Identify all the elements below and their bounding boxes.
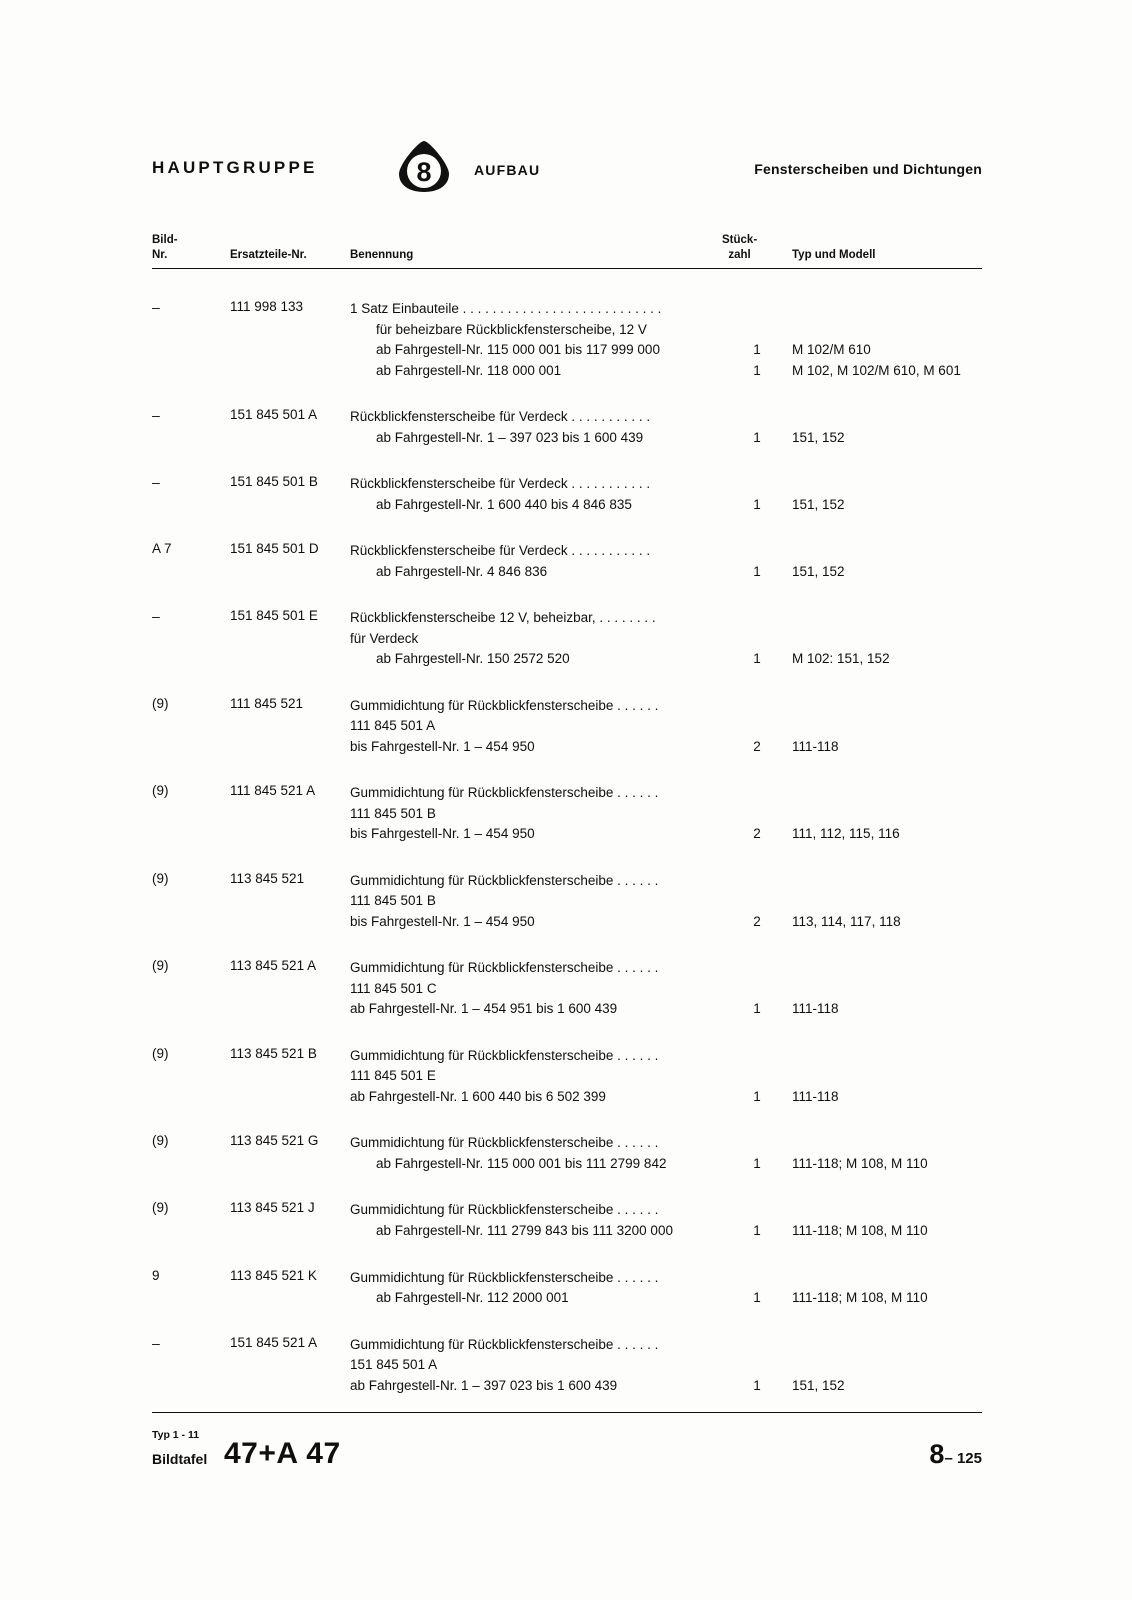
row-spacer bbox=[152, 448, 982, 474]
cell-ersatzteile-nr: 151 845 501 E bbox=[230, 608, 318, 624]
cell-benennung bbox=[350, 407, 722, 448]
table-row bbox=[152, 1268, 982, 1309]
stueckzahl-line: 1 bbox=[753, 1222, 761, 1238]
row-spacer-cell bbox=[152, 381, 982, 407]
cell-typ-modell bbox=[792, 696, 982, 758]
benennung-line: ab Fahrgestell-Nr. 1 600 440 bis 4 846 835 bbox=[376, 496, 632, 512]
benennung-line: ab Fahrgestell-Nr. 1 – 397 023 bis 1 600 439 bbox=[350, 1377, 618, 1393]
cell-typ-modell bbox=[792, 783, 982, 845]
table-row bbox=[152, 1335, 982, 1397]
benennung-line: 151 845 501 A bbox=[350, 1357, 438, 1373]
stueckzahl-line bbox=[722, 1268, 792, 1289]
benennung-line: Rückblickfensterscheibe für Verdeck . . . . . . . . . . . bbox=[350, 409, 651, 425]
cell-stueckzahl bbox=[722, 1133, 792, 1174]
table-row bbox=[152, 474, 982, 515]
typ-line: 111-118; M 108, M 110 bbox=[792, 1222, 928, 1238]
typ-line bbox=[792, 629, 982, 650]
typ-line: 111, 112, 115, 116 bbox=[792, 826, 900, 842]
typ-line bbox=[792, 1355, 982, 1376]
row-spacer-cell bbox=[152, 1020, 982, 1046]
row-spacer-cell bbox=[152, 1309, 982, 1335]
column-head-bild-line2: Nr. bbox=[152, 248, 168, 261]
cell-ersatzteile-nr: 111 845 521 bbox=[230, 695, 304, 711]
cell-ersatzteile-nr: 113 845 521 A bbox=[230, 958, 317, 974]
cell-stueckzahl bbox=[722, 474, 792, 515]
page-content bbox=[152, 140, 982, 1396]
cell-ersatzteile-nr: 111 845 521 A bbox=[230, 783, 316, 799]
cell-typ-modell bbox=[792, 1268, 982, 1309]
stueckzahl-line bbox=[722, 541, 792, 562]
parts-table bbox=[152, 299, 982, 1396]
stueckzahl-line bbox=[722, 891, 792, 912]
benennung-line: 111 845 501 A bbox=[350, 718, 436, 734]
typ-line bbox=[792, 541, 982, 562]
benennung-line: ab Fahrgestell-Nr. 111 2799 843 bis 111 3200 000 bbox=[376, 1222, 673, 1238]
typ-line bbox=[792, 299, 982, 320]
table-row bbox=[152, 871, 982, 933]
row-spacer-cell bbox=[152, 845, 982, 871]
cell-typ-modell bbox=[792, 1133, 982, 1174]
cell-typ-modell bbox=[792, 474, 982, 515]
row-spacer bbox=[152, 757, 982, 783]
cell-bild-nr: (9) bbox=[152, 1200, 169, 1216]
cell-stueckzahl bbox=[722, 696, 792, 758]
stueckzahl-line: 2 bbox=[753, 913, 761, 929]
typ-line: 151, 152 bbox=[792, 563, 845, 579]
benennung-line: Gummidichtung für Rückblickfensterscheibe . . . . . . bbox=[350, 1047, 659, 1063]
benennung-line: ab Fahrgestell-Nr. 1 – 397 023 bis 1 600 439 bbox=[376, 429, 644, 445]
typ-line bbox=[792, 1066, 982, 1087]
typ-line: M 102, M 102/M 610, M 601 bbox=[792, 362, 961, 378]
cell-ersatzteile-nr: 113 845 521 K bbox=[230, 1267, 317, 1283]
typ-line: 151, 152 bbox=[792, 496, 845, 512]
cell-benennung bbox=[350, 871, 722, 933]
typ-line bbox=[792, 958, 982, 979]
header-divider bbox=[152, 268, 982, 269]
cell-bild-nr: (9) bbox=[152, 1133, 169, 1149]
stueckzahl-line bbox=[722, 407, 792, 428]
stueckzahl-line: 2 bbox=[753, 738, 761, 754]
stueckzahl-line: 1 bbox=[753, 429, 761, 445]
row-spacer bbox=[152, 1309, 982, 1335]
cell-benennung bbox=[350, 1046, 722, 1108]
stueckzahl-line bbox=[722, 299, 792, 320]
stueckzahl-line bbox=[722, 629, 792, 650]
cell-typ-modell bbox=[792, 1335, 982, 1397]
typ-line bbox=[792, 871, 982, 892]
column-head-stueckzahl bbox=[722, 233, 757, 262]
stueckzahl-line: 1 bbox=[753, 1290, 761, 1306]
stueckzahl-line: 1 bbox=[753, 496, 761, 512]
benennung-line: bis Fahrgestell-Nr. 1 – 454 950 bbox=[350, 826, 535, 842]
row-spacer-cell bbox=[152, 1242, 982, 1268]
cell-benennung bbox=[350, 608, 722, 670]
benennung-line: ab Fahrgestell-Nr. 4 846 836 bbox=[376, 563, 548, 579]
benennung-line: Gummidichtung für Rückblickfensterscheibe . . . . . . bbox=[350, 960, 659, 976]
cell-stueckzahl bbox=[722, 1046, 792, 1108]
table-row bbox=[152, 696, 982, 758]
cell-stueckzahl bbox=[722, 541, 792, 582]
stueckzahl-line: 1 bbox=[753, 1001, 761, 1017]
footer-divider bbox=[152, 1412, 982, 1413]
column-head-benennung: Benennung bbox=[350, 248, 414, 261]
cell-bild-nr: – bbox=[152, 407, 160, 424]
cell-benennung bbox=[350, 474, 722, 515]
benennung-line: Rückblickfensterscheibe 12 V, beheizbar, . . . . . . . . bbox=[350, 610, 656, 626]
typ-line bbox=[792, 1133, 982, 1154]
row-spacer bbox=[152, 1107, 982, 1133]
stueckzahl-line bbox=[722, 871, 792, 892]
typ-line bbox=[792, 696, 982, 717]
stueckzahl-line bbox=[722, 608, 792, 629]
table-row bbox=[152, 958, 982, 1020]
table-row bbox=[152, 1046, 982, 1108]
cell-typ-modell bbox=[792, 1046, 982, 1108]
benennung-line: für Verdeck bbox=[350, 630, 419, 646]
typ-line: 111-118; M 108, M 110 bbox=[792, 1290, 928, 1306]
stueckzahl-line bbox=[722, 1046, 792, 1067]
typ-line: 111-118 bbox=[792, 1088, 839, 1104]
cell-bild-nr: (9) bbox=[152, 783, 169, 799]
typ-line: 111-118; M 108, M 110 bbox=[792, 1155, 928, 1171]
benennung-line: 111 845 501 B bbox=[350, 893, 436, 909]
row-spacer bbox=[152, 845, 982, 871]
row-spacer bbox=[152, 1174, 982, 1200]
cell-stueckzahl bbox=[722, 1268, 792, 1309]
stueckzahl-line: 1 bbox=[753, 1377, 761, 1393]
cell-ersatzteile-nr: 113 845 521 B bbox=[230, 1045, 317, 1061]
cell-bild-nr: – bbox=[152, 474, 160, 491]
row-spacer bbox=[152, 1020, 982, 1046]
stueckzahl-line bbox=[722, 716, 792, 737]
typ-line bbox=[792, 979, 982, 1000]
cell-stueckzahl bbox=[722, 783, 792, 845]
stueckzahl-line: 1 bbox=[753, 342, 761, 358]
stueckzahl-line: 1 bbox=[753, 1155, 761, 1171]
cell-stueckzahl bbox=[722, 1200, 792, 1241]
benennung-line: ab Fahrgestell-Nr. 1 600 440 bis 6 502 399 bbox=[350, 1088, 606, 1104]
row-spacer-cell bbox=[152, 582, 982, 608]
cell-ersatzteile-nr: 151 845 501 B bbox=[230, 474, 318, 490]
column-head-bild-line1: Bild- bbox=[152, 234, 178, 247]
cell-typ-modell bbox=[792, 1200, 982, 1241]
stueckzahl-line bbox=[722, 474, 792, 495]
typ-line bbox=[792, 608, 982, 629]
benennung-line: Gummidichtung für Rückblickfensterscheibe . . . . . . bbox=[350, 1202, 659, 1218]
row-spacer bbox=[152, 582, 982, 608]
typ-line: 111-118 bbox=[792, 1001, 839, 1017]
cell-benennung bbox=[350, 783, 722, 845]
cell-ersatzteile-nr: 151 845 521 A bbox=[230, 1334, 318, 1350]
cell-ersatzteile-nr: 111 998 133 bbox=[230, 299, 304, 314]
cell-stueckzahl bbox=[722, 299, 792, 381]
cell-ersatzteile-nr: 113 845 521 G bbox=[230, 1133, 319, 1149]
benennung-line: ab Fahrgestell-Nr. 1 – 454 951 bis 1 600 439 bbox=[350, 1001, 618, 1017]
cell-typ-modell bbox=[792, 871, 982, 933]
benennung-line: Rückblickfensterscheibe für Verdeck . . . . . . . . . . . bbox=[350, 543, 651, 559]
typ-line bbox=[792, 407, 982, 428]
cell-typ-modell bbox=[792, 407, 982, 448]
page-number-major: 8 bbox=[929, 1439, 945, 1469]
typ-line bbox=[792, 891, 982, 912]
stueckzahl-line bbox=[722, 1133, 792, 1154]
row-spacer bbox=[152, 670, 982, 696]
cell-bild-nr: (9) bbox=[152, 870, 169, 886]
table-row bbox=[152, 299, 982, 381]
benennung-line: 1 Satz Einbauteile . . . . . . . . . . . . . . . . . . . . . . . . . . . bbox=[350, 301, 662, 316]
typ-line bbox=[792, 716, 982, 737]
benennung-line: 111 845 501 B bbox=[350, 805, 436, 821]
typ-line bbox=[792, 1335, 982, 1356]
typ-line bbox=[792, 783, 982, 804]
column-head-bild bbox=[152, 233, 178, 262]
page-header bbox=[152, 140, 982, 200]
cell-benennung bbox=[350, 958, 722, 1020]
cell-stueckzahl bbox=[722, 871, 792, 933]
column-head-stueckzahl-line2: zahl bbox=[728, 248, 751, 261]
cell-bild-nr: A 7 bbox=[152, 541, 172, 557]
benennung-line: für beheizbare Rückblickfensterscheibe, 12 V bbox=[376, 321, 647, 337]
page-number bbox=[929, 1439, 982, 1470]
table-row bbox=[152, 608, 982, 670]
cell-benennung bbox=[350, 541, 722, 582]
typ-line: M 102/M 610 bbox=[792, 342, 871, 358]
typ-line bbox=[792, 804, 982, 825]
cell-bild-nr: – bbox=[152, 608, 160, 625]
column-head-typ: Typ und Modell bbox=[792, 248, 876, 261]
stueckzahl-line: 1 bbox=[753, 651, 761, 667]
typ-line bbox=[792, 320, 982, 341]
benennung-line: 111 845 501 C bbox=[350, 980, 437, 996]
row-spacer bbox=[152, 932, 982, 958]
stueckzahl-line: 1 bbox=[753, 362, 761, 378]
topic-title: Fensterscheiben und Dichtungen bbox=[754, 161, 982, 177]
footer-typ-range: Typ 1 - 11 bbox=[152, 1429, 200, 1441]
benennung-line: Gummidichtung für Rückblickfensterscheibe . . . . . . bbox=[350, 1269, 659, 1285]
cell-bild-nr: (9) bbox=[152, 1045, 169, 1061]
table-row bbox=[152, 407, 982, 448]
cell-typ-modell bbox=[792, 541, 982, 582]
row-spacer-cell bbox=[152, 515, 982, 541]
footer-bildtafel-number: 47+A 47 bbox=[224, 1437, 341, 1470]
cell-ersatzteile-nr: 151 845 501 D bbox=[230, 541, 319, 557]
cell-benennung bbox=[350, 1335, 722, 1397]
cell-bild-nr: (9) bbox=[152, 695, 169, 711]
row-spacer bbox=[152, 515, 982, 541]
cell-stueckzahl bbox=[722, 958, 792, 1020]
cell-benennung bbox=[350, 696, 722, 758]
cell-bild-nr: (9) bbox=[152, 958, 169, 974]
cell-stueckzahl bbox=[722, 1335, 792, 1397]
stueckzahl-line bbox=[722, 1066, 792, 1087]
row-spacer-cell bbox=[152, 1107, 982, 1133]
cell-benennung bbox=[350, 1200, 722, 1241]
row-spacer-cell bbox=[152, 448, 982, 474]
typ-line: 113, 114, 117, 118 bbox=[792, 913, 901, 929]
table-row bbox=[152, 1133, 982, 1174]
stueckzahl-line bbox=[722, 1335, 792, 1356]
stueckzahl-line bbox=[722, 1200, 792, 1221]
benennung-line: ab Fahrgestell-Nr. 150 2572 520 bbox=[376, 651, 570, 667]
benennung-line: ab Fahrgestell-Nr. 115 000 001 bis 111 2799 842 bbox=[376, 1155, 667, 1171]
svg-text:8: 8 bbox=[416, 157, 432, 187]
footer-bildtafel-label: Bildtafel bbox=[152, 1451, 208, 1467]
typ-line: 151, 152 bbox=[792, 1377, 845, 1393]
cell-bild-nr: 9 bbox=[152, 1267, 160, 1283]
typ-line: M 102: 151, 152 bbox=[792, 651, 890, 667]
column-head-stueckzahl-line1: Stück- bbox=[722, 234, 758, 247]
stueckzahl-line bbox=[722, 320, 792, 341]
cell-ersatzteile-nr: 151 845 501 A bbox=[230, 407, 318, 423]
row-spacer-cell bbox=[152, 670, 982, 696]
stueckzahl-line bbox=[722, 1355, 792, 1376]
cell-typ-modell bbox=[792, 299, 982, 381]
typ-line bbox=[792, 1046, 982, 1067]
stueckzahl-line bbox=[722, 804, 792, 825]
typ-line bbox=[792, 1200, 982, 1221]
cell-benennung bbox=[350, 1268, 722, 1309]
typ-line: 151, 152 bbox=[792, 429, 845, 445]
row-spacer-cell bbox=[152, 757, 982, 783]
table-row bbox=[152, 1200, 982, 1241]
stueckzahl-line: 2 bbox=[753, 826, 761, 842]
column-head-ersatzteile: Ersatzteile-Nr. bbox=[230, 248, 307, 261]
section-title: AUFBAU bbox=[474, 162, 541, 178]
cell-ersatzteile-nr: 113 845 521 J bbox=[230, 1200, 315, 1216]
cell-benennung bbox=[350, 1133, 722, 1174]
table-column-headings bbox=[152, 222, 982, 268]
typ-line bbox=[792, 474, 982, 495]
cell-stueckzahl bbox=[722, 407, 792, 448]
benennung-line: bis Fahrgestell-Nr. 1 – 454 950 bbox=[350, 913, 535, 929]
row-spacer-cell bbox=[152, 1174, 982, 1200]
benennung-line: Rückblickfensterscheibe für Verdeck . . . . . . . . . . . bbox=[350, 476, 651, 492]
table-row bbox=[152, 541, 982, 582]
page-footer bbox=[152, 1404, 982, 1491]
cell-benennung bbox=[350, 299, 722, 381]
benennung-line: Gummidichtung für Rückblickfensterscheibe . . . . . . bbox=[350, 1336, 659, 1352]
cell-bild-nr: – bbox=[152, 299, 160, 315]
stueckzahl-line bbox=[722, 696, 792, 717]
cell-ersatzteile-nr: 113 845 521 bbox=[230, 870, 305, 886]
stueckzahl-line bbox=[722, 958, 792, 979]
hauptgruppe-label: HAUPTGRUPPE bbox=[152, 158, 318, 177]
benennung-line: ab Fahrgestell-Nr. 112 2000 001 bbox=[376, 1290, 569, 1306]
stueckzahl-line bbox=[722, 783, 792, 804]
page-number-minor: – 125 bbox=[944, 1450, 982, 1467]
cell-bild-nr: – bbox=[152, 1334, 160, 1351]
typ-line bbox=[792, 1268, 982, 1289]
benennung-line: Gummidichtung für Rückblickfensterscheibe . . . . . . bbox=[350, 1135, 659, 1151]
typ-line: 111-118 bbox=[792, 738, 839, 754]
row-spacer bbox=[152, 381, 982, 407]
benennung-line: bis Fahrgestell-Nr. 1 – 454 950 bbox=[350, 738, 535, 754]
row-spacer bbox=[152, 1242, 982, 1268]
benennung-line: Gummidichtung für Rückblickfensterscheibe . . . . . . bbox=[350, 872, 659, 888]
cell-stueckzahl bbox=[722, 608, 792, 670]
benennung-line: ab Fahrgestell-Nr. 118 000 001 bbox=[376, 362, 562, 378]
stueckzahl-line: 1 bbox=[753, 1088, 761, 1104]
row-spacer-cell bbox=[152, 932, 982, 958]
table-row bbox=[152, 783, 982, 845]
stueckzahl-line bbox=[722, 979, 792, 1000]
cell-typ-modell bbox=[792, 608, 982, 670]
benennung-line: Gummidichtung für Rückblickfensterscheibe . . . . . . bbox=[350, 785, 659, 801]
stueckzahl-line: 1 bbox=[753, 563, 761, 579]
benennung-line: 111 845 501 E bbox=[350, 1068, 436, 1084]
benennung-line: Gummidichtung für Rückblickfensterscheibe . . . . . . bbox=[350, 697, 659, 713]
benennung-line: ab Fahrgestell-Nr. 115 000 001 bis 117 999 000 bbox=[376, 342, 660, 358]
group-number-badge bbox=[397, 140, 451, 194]
cell-typ-modell bbox=[792, 958, 982, 1020]
